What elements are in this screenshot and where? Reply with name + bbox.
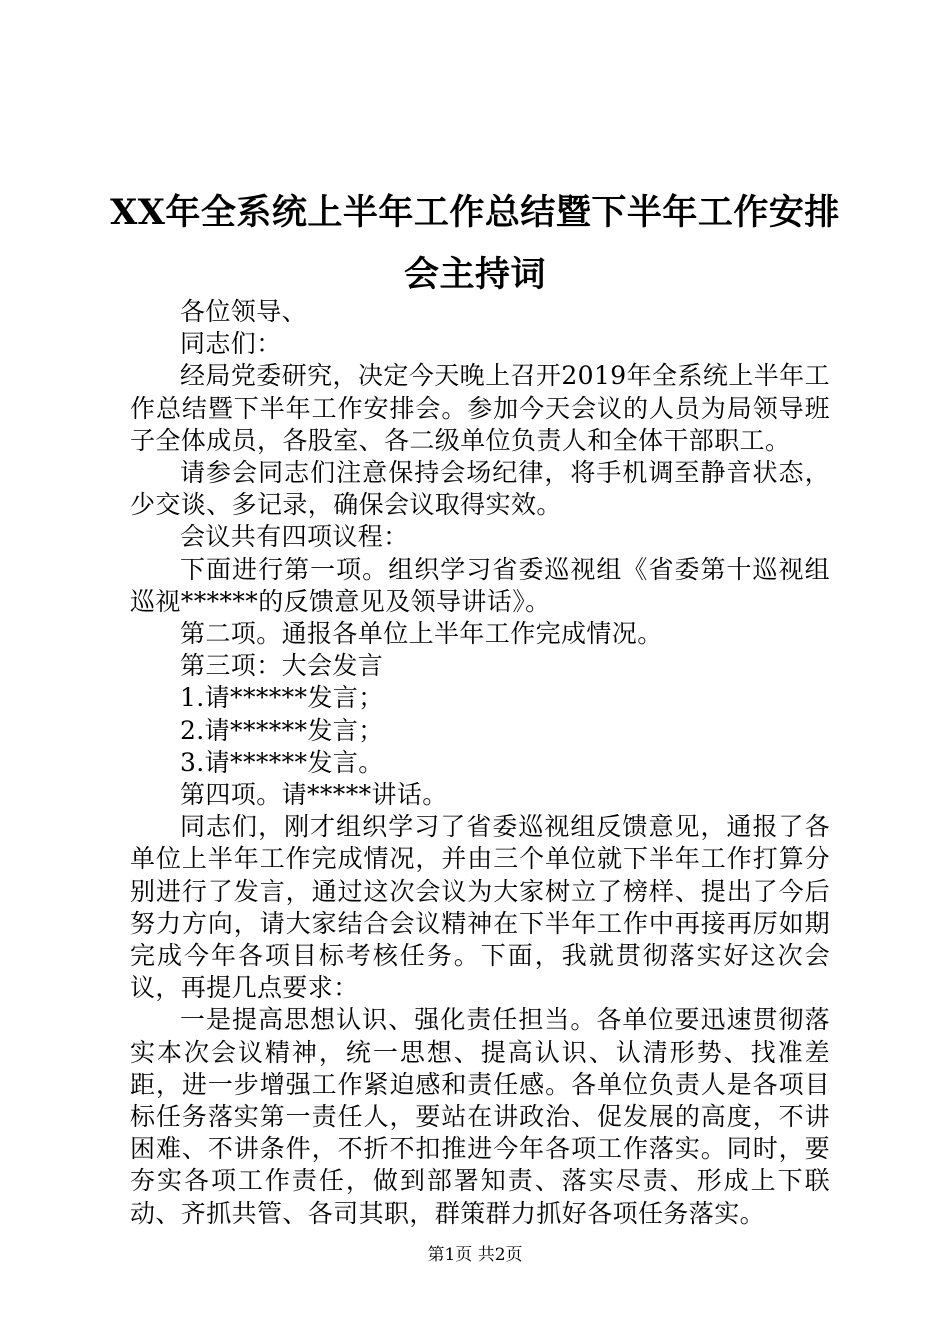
paragraph-agenda-item-2: 第二项。通报各单位上半年工作完成情况。 bbox=[180, 619, 663, 649]
paragraph-agenda-heading: 会议共有四项议程： bbox=[180, 522, 409, 552]
paragraph-speaker-2: 2.请******发言； bbox=[180, 715, 384, 745]
document-title: XX年全系统上半年工作总结暨下半年工作安排会主持词 bbox=[110, 192, 840, 295]
paragraph-salutation-1: 各位领导、 bbox=[180, 297, 308, 326]
paragraph-salutation-2: 同志们： bbox=[180, 329, 282, 359]
paragraph-summary: 同志们，刚才组织学习了省委巡视组反馈意见，通报了各单位上半年工作完成情况，并由三个单位就下半年工作打算分别进行了发言，通过这次会议为大家树立了榜样、提出了今后努力方向，请大家结合会议精神在下半年工作中再接再厉如期完成今年各项目标考核任务。下面，我就贯彻落实好这次会议，再提几点要求： bbox=[130, 812, 830, 1003]
document-body bbox=[130, 296, 830, 1230]
paragraph-agenda-item-1: 下面进行第一项。组织学习省委巡视组《省委第十巡视组巡视******的反馈意见及领导讲话》。 bbox=[130, 554, 830, 616]
paragraph-speaker-3: 3.请******发言。 bbox=[180, 747, 384, 777]
paragraph-intro: 经局党委研究，决定今天晚上召开2019年全系统上半年工作总结暨下半年工作安排会。参加今天会议的人员为局领导班子全体成员，各股室、各二级单位负责人和全体干部职工。 bbox=[130, 361, 830, 455]
paragraph-requirement-1: 一是提高思想认识、强化责任担当。各单位要迅速贯彻落实本次会议精神，统一思想、提高认识、认清形势、找准差距，进一步增强工作紧迫感和责任感。各单位负责人是各项目标任务落实第一责任人，要站在讲政治、促发展的高度，不讲困难、不讲条件，不折不扣推进今年各项工作落实。同时，要夯实各项工作责任，做到部署知责、落实尽责、形成上下联动、齐抓共管、各司其职，群策群力抓好各项任务落实。 bbox=[130, 1005, 830, 1228]
page-footer: 第1页 共2页 bbox=[427, 1245, 523, 1265]
paragraph-discipline: 请参会同志们注意保持会场纪律，将手机调至静音状态，少交谈、多记录，确保会议取得实效。 bbox=[130, 458, 830, 520]
paragraph-speaker-1: 1.请******发言； bbox=[180, 683, 384, 713]
paragraph-agenda-item-4: 第四项。请*****讲话。 bbox=[180, 780, 448, 810]
paragraph-agenda-item-3: 第三项：大会发言 bbox=[180, 651, 384, 681]
